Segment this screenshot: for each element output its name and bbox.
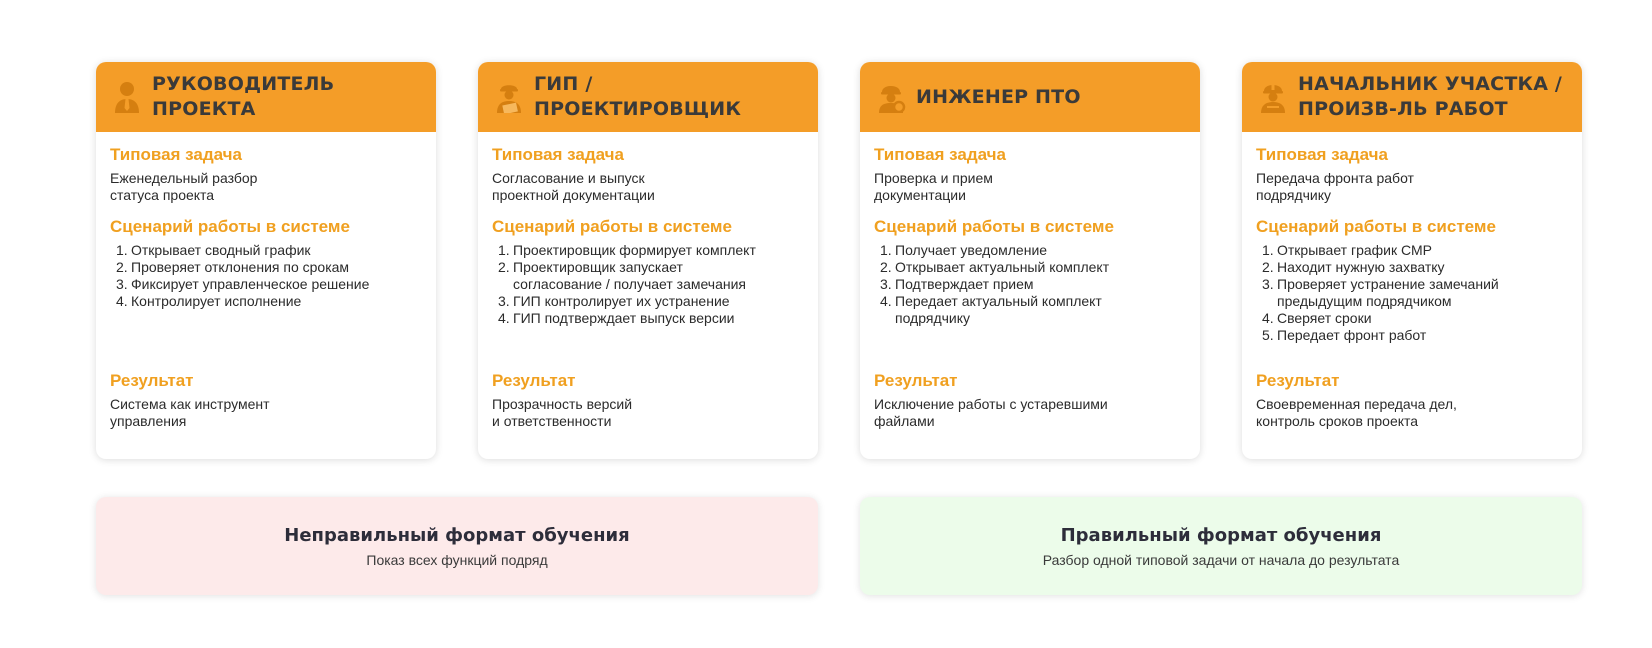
right-format-title: Правильный формат обучения	[1060, 524, 1382, 546]
task-text: Проверка и прием документации	[874, 170, 993, 203]
result-label: Результат	[1256, 371, 1340, 390]
list-item: 3. ГИП контролирует их устранение	[498, 293, 730, 309]
scenario-label: Сценарий работы в системе	[110, 217, 350, 236]
list-item: 2. Находит нужную захватку	[1262, 259, 1445, 275]
list-item: 1. Открывает график СМР	[1262, 242, 1432, 258]
list-item: 2. Открывает актуальный комплект	[880, 259, 1110, 275]
result-label: Результат	[110, 371, 194, 390]
scenario-label: Сценарий работы в системе	[1256, 217, 1496, 236]
list-item: 3. Фиксирует управленческое решение	[116, 276, 370, 292]
result-text: Исключение работы с устаревшими файлами	[874, 396, 1108, 429]
card-header	[478, 62, 818, 132]
card-header	[1242, 62, 1582, 132]
scenario-label: Сценарий работы в системе	[492, 217, 732, 236]
wrong-format-subtitle: Показ всех функций подряд	[366, 551, 548, 568]
role-title: ГИП / ПРОЕКТИРОВЩИК	[534, 73, 742, 120]
scenario-steps	[110, 242, 422, 310]
list-item: 4. Контролирует исполнение	[116, 293, 302, 309]
role-title: НАЧАЛЬНИК УЧАСТКА / ПРОИЗВ-ЛЬ РАБОТ	[1298, 73, 1563, 120]
list-item: 4. Передает актуальный комплект подрядчику	[880, 293, 1102, 326]
result-text: Прозрачность версий и ответственности	[492, 396, 633, 429]
list-item: 5. Передает фронт работ	[1262, 327, 1427, 343]
engineer-icon	[876, 80, 906, 114]
designer-icon	[494, 80, 524, 114]
manager-icon	[112, 80, 142, 114]
scenario-steps	[492, 242, 804, 327]
task-text: Согласование и выпуск проектной документации	[492, 170, 655, 203]
list-item: 1. Открывает сводный график	[116, 242, 311, 258]
list-item: 1. Проектировщик формирует комплект	[498, 242, 756, 258]
result-text: Система как инструмент управления	[110, 396, 270, 429]
scenario-steps	[874, 242, 1186, 327]
task-label: Типовая задача	[110, 145, 242, 164]
role-cards	[96, 62, 1582, 459]
role-card-pto-engineer	[860, 62, 1200, 459]
result-label: Результат	[492, 371, 576, 390]
list-item: 2. Проверяет отклонения по срокам	[116, 259, 350, 275]
role-title: ИНЖЕНЕР ПТО	[916, 85, 1081, 108]
scenario-steps	[1256, 242, 1568, 344]
wrong-format-panel	[96, 497, 818, 595]
list-item: 3. Подтверждает прием	[880, 276, 1034, 292]
wrong-format-title: Неправильный формат обучения	[284, 524, 630, 546]
list-item: 3. Проверяет устранение замечаний предыдущим подрядчиком	[1262, 276, 1499, 309]
right-format-panel	[860, 497, 1582, 595]
role-card-designer	[478, 62, 818, 459]
task-text: Передача фронта работ подрядчику	[1256, 170, 1414, 203]
result-label: Результат	[874, 371, 958, 390]
task-text: Еженедельный разбор статуса проекта	[110, 170, 258, 203]
list-item: 1. Получает уведомление	[880, 242, 1048, 258]
role-title: РУКОВОДИТЕЛЬ ПРОЕКТА	[152, 73, 335, 120]
task-label: Типовая задача	[874, 145, 1006, 164]
role-card-site-manager	[1242, 62, 1582, 459]
task-label: Типовая задача	[492, 145, 624, 164]
card-header	[860, 62, 1200, 132]
worker-icon	[1258, 80, 1288, 114]
result-text: Своевременная передача дел, контроль сроков проекта	[1256, 396, 1457, 429]
right-format-subtitle: Разбор одной типовой задачи от начала до результата	[1042, 551, 1400, 568]
role-card-project-manager	[96, 62, 436, 459]
list-item: 4. ГИП подтверждает выпуск версии	[498, 310, 735, 326]
list-item: 4. Сверяет сроки	[1262, 310, 1372, 326]
scenario-label: Сценарий работы в системе	[874, 217, 1114, 236]
list-item: 2. Проектировщик запускает согласование / получает замечания	[498, 259, 747, 292]
task-label: Типовая задача	[1256, 145, 1388, 164]
card-header	[96, 62, 436, 132]
